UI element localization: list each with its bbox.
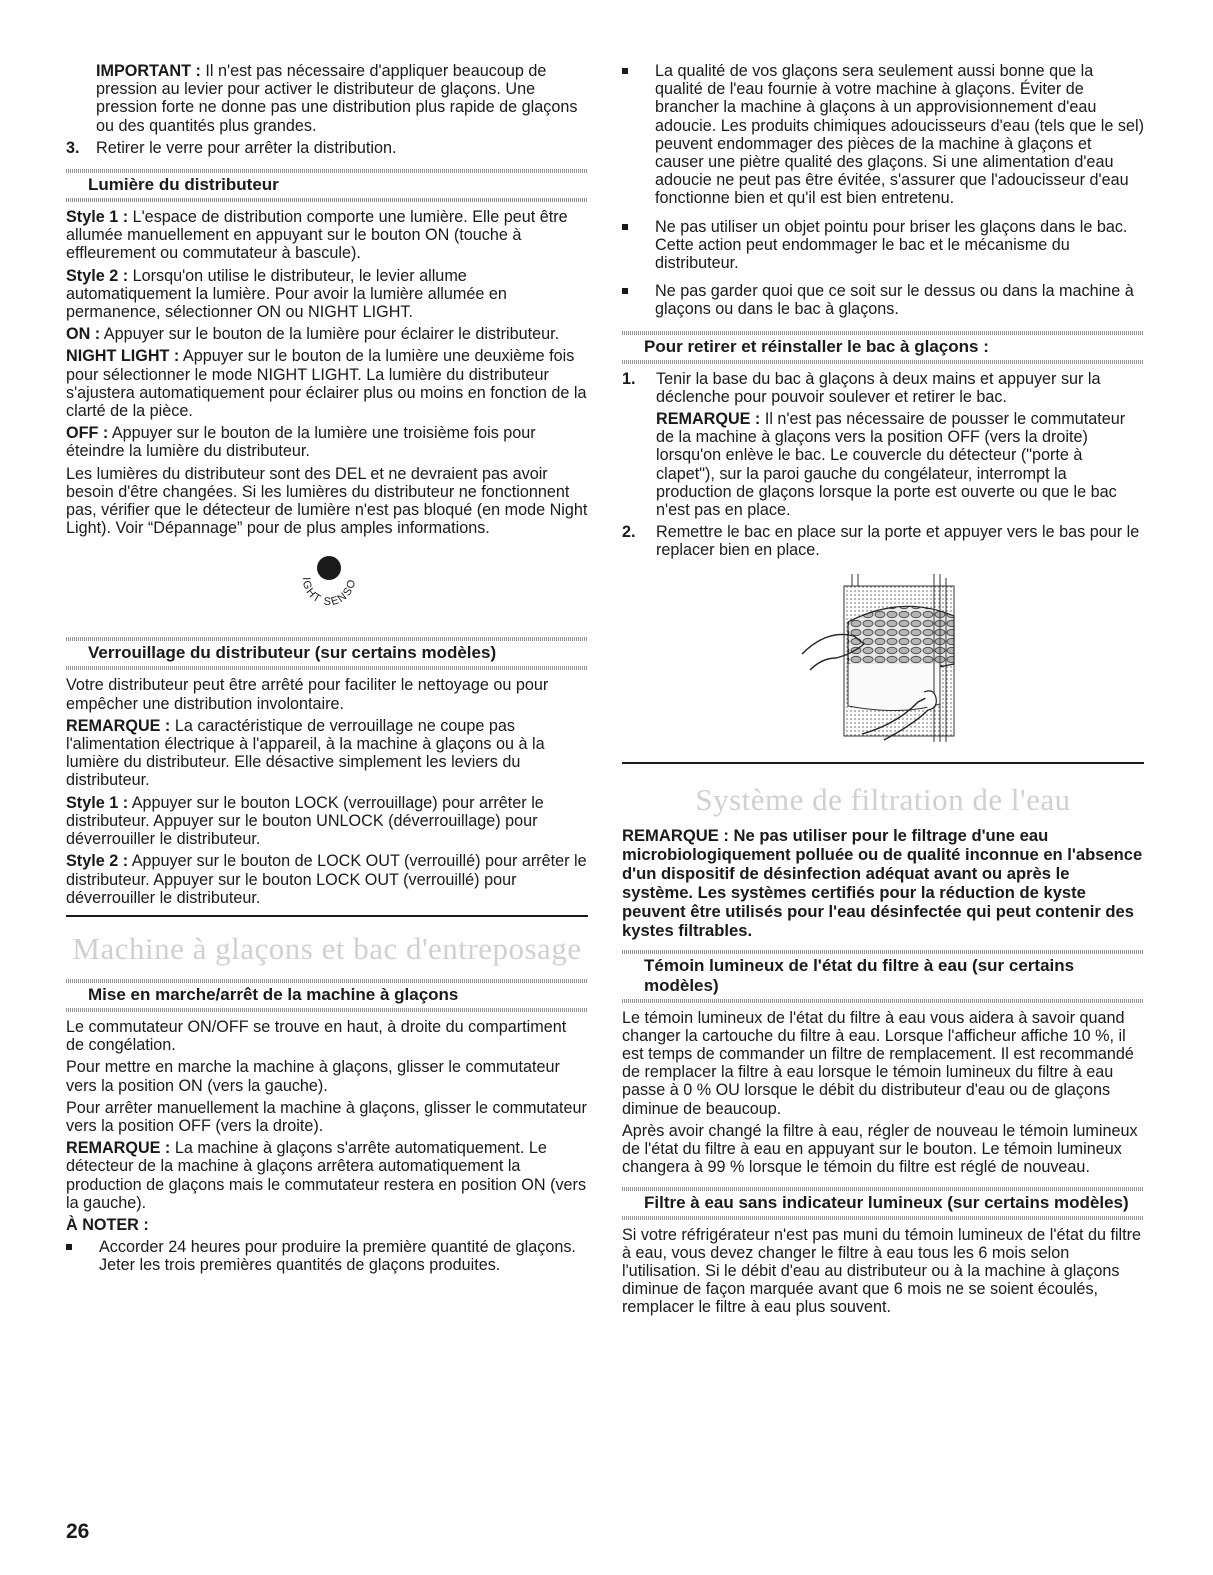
divider <box>66 979 588 983</box>
noter-label: À NOTER : <box>66 1215 149 1234</box>
lock-style-2: Style 2 : Appuyer sur le bouton de LOCK OUT (verrouillé) pour arrêter le distributeur. Appuyer sur le bouton LOCK OUT (verrouillé) pour déverrouiller le distributeur. <box>66 852 587 907</box>
list-item: La qualité de vos glaçons sera seulement aussi bonne que la qualité de l'eau fournie à votre machine à glaçons. Éviter de brancher la machine à glaçons à un approvisionnement d'eau adoucie. Les produits chimiques adoucisseurs d'eau (tels que le sel) peuvent endommager des pièces de la machine à glaçons et causer une piètre qualité des glaçons. Si une alimentation d'eau adoucie ne peut pas être évitée, s'assurer que l'adoucisseur d'eau fonctionne bien et qu'il est bien entretenu. <box>622 62 1144 208</box>
right-column <box>622 62 1144 1321</box>
divider <box>622 1187 1144 1191</box>
sensor-label: IGHT SENSO <box>299 577 359 609</box>
indicator-p1: Le témoin lumineux de l'état du filtre à eau vous aidera à savoir quand changer la cartouche du filtre à eau. Lorsque l'afficheur affiche 10 %, il est temps de commander un filtre de remplacement. Il est recommandé de remplacer la filtre à eau lorsque le témoin lumineux du filtre à eau passe à 0 % OU lorsque le débit du distributeur d'eau ou de glaçons diminue de beaucoup. <box>622 1008 1134 1118</box>
important-note: IMPORTANT : Il n'est pas nécessaire d'appliquer beaucoup de pression au levier pour activer le distributeur de glaçons. Une pression forte ne donne pas une distribution plus rapide de glaçons ou des quantités plus grandes. <box>96 62 578 135</box>
warning-text: REMARQUE : Ne pas utiliser pour le filtrage d'une eau microbiologiquement polluée ou de qualité inconnue en l'absence d'un dispositif de désinfection adéquat avant ou après le système. Les systèmes certifiés pour la réduction de kyste peuvent être utilisés pour l'eau désinfectée qui peut contenir des kystes filtrables. <box>622 825 1143 940</box>
indicator-section <box>622 944 1144 1009</box>
divider <box>66 1008 588 1012</box>
section-rule <box>66 915 588 917</box>
section-rule <box>622 762 1144 764</box>
section-heading: Filtre à eau sans indicateur lumineux (sur certains modèles) <box>644 1192 1129 1212</box>
lock-intro: Votre distributeur peut être arrêté pour faciliter le nettoyage ou pour empêcher une distribution involontaire. <box>66 676 549 713</box>
onoff-p3: Pour arrêter manuellement la machine à glaçons, glisser le commutateur vers la position OFF (vers la droite). <box>66 1098 587 1135</box>
section-title: Machine à glaçons et bac d'entreposage <box>72 930 582 966</box>
divider <box>622 360 1144 364</box>
noindicator-section <box>622 1181 1144 1226</box>
ice-bin-illustration <box>622 574 1144 742</box>
night-light-text: NIGHT LIGHT : Appuyer sur le bouton de la lumière une deuxième fois pour sélectionner le mode NIGHT LIGHT. La lumière du distributeur s'ajustera automatiquement pour éclairer plus ou moins en fonction de la clarté de la pièce. <box>66 347 587 421</box>
off-text: OFF : Appuyer sur le bouton de la lumière une troisième fois pour éteindre la lumière du distributeur. <box>66 424 536 461</box>
svg-text:LIGHT SENSOR <box>66 551 358 608</box>
style-2-text: Style 2 : Lorsqu'on utilise le distributeur, le levier allume automatiquement la lumière. Pour avoir la lumière allumée en permanence, sélectionner ON ou NIGHT LIGHT. <box>66 266 507 322</box>
divider <box>622 1216 1144 1220</box>
section-heading: Verrouillage du distributeur (sur certains modèles) <box>88 643 497 663</box>
section-heading: Mise en marche/arrêt de la machine à glaçons <box>88 984 459 1004</box>
divider <box>622 950 1144 954</box>
lock-section <box>66 631 588 676</box>
on-text: ON : Appuyer sur le bouton de la lumière pour éclairer le distributeur. <box>66 325 560 344</box>
light-sensor-figure <box>66 551 588 619</box>
bullet-icon <box>622 218 655 273</box>
divider <box>66 169 588 173</box>
bin-remarque: REMARQUE : Il n'est pas nécessaire de pousser le commutateur de la machine à glaçons vers la position OFF (vers la droite) lorsqu'on enlève le bac. Le couvercle du détecteur ("porte à clapet"), sur la paroi gauche du congélateur, interrompt la production de glaçons lorsque la porte est ouverte ou que le bac n'est pas en place. <box>656 410 1126 520</box>
noindicator-p1: Si votre réfrigérateur n'est pas muni du témoin lumineux de l'état du filtre à eau, vous devez changer le filtre à eau tous les 6 mois selon l'utilisation. Si le débit d'eau au distributeur ou à la machine à glaçons diminue de façon marquée avant que 6 mois ne se soient écoulés, remplacer le filtre à eau plus souvent. <box>622 1225 1142 1317</box>
section-heading: Témoin lumineux de l'état du filtre à eau (sur certains modèles) <box>644 955 1075 995</box>
light-section <box>66 163 588 208</box>
lock-style-1: Style 1 : Appuyer sur le bouton LOCK (verrouillage) pour arrêter le distributeur. Appuyer sur le bouton UNLOCK (déverrouillage) pour déverrouiller le distributeur. <box>66 793 544 849</box>
divider <box>66 666 588 670</box>
list-item: Accorder 24 heures pour produire la première quantité de glaçons. Jeter les trois premières quantités de glaçons produites. <box>66 1238 588 1274</box>
list-item: Ne pas utiliser un objet pointu pour briser les glaçons dans le bac. Cette action peut endommager le bac et le mécanisme du distributeur. <box>622 218 1144 273</box>
section-heading: Pour retirer et réinstaller le bac à glaçons : <box>644 336 989 356</box>
divider <box>622 331 1144 335</box>
bullet-icon <box>66 1238 99 1274</box>
divider <box>66 637 588 641</box>
bin-section <box>622 329 1144 370</box>
divider <box>622 999 1144 1003</box>
ice-bin-icon <box>622 574 1144 742</box>
step-1: 1. Tenir la base du bac à glaçons à deux mains et appuyer sur la déclenche pour pouvoir soulever et retirer le bac. <box>622 369 1101 406</box>
style-1-text: Style 1 : L'espace de distribution comporte une lumière. Elle peut être allumée manuellement en appuyant sur le bouton ON (touche à effleurement ou commutateur à bascule). <box>66 208 568 263</box>
bullet-icon <box>622 282 655 318</box>
onoff-section <box>66 979 588 1018</box>
list-item: Ne pas garder quoi que ce soit sur le dessus ou dans la machine à glaçons ou dans le bac à glaçons. <box>622 282 1144 318</box>
onoff-remarque: REMARQUE : La machine à glaçons s'arrête automatiquement. Le détecteur de la machine à glaçons arrêtera automatiquement la production de glaçons mais le commutateur restera en position ON (vers la gauche). <box>66 1139 587 1212</box>
lock-remarque: REMARQUE : La caractéristique de verrouillage ne coupe pas l'alimentation électrique à l'appareil, à la machine à glaçons ou à la lumière du distributeur. Elle désactive simplement les leviers du distributeur. <box>66 716 545 790</box>
step-3: 3. Retirer le verre pour arrêter la distribution. <box>66 138 397 157</box>
page-number: 26 <box>66 1520 90 1543</box>
onoff-p1: Le commutateur ON/OFF se trouve en haut, à droite du compartiment de congélation. <box>66 1017 567 1055</box>
bullet-icon <box>622 62 655 208</box>
light-sensor-icon <box>66 551 588 619</box>
section-title: Système de filtration de l'eau <box>695 781 1071 817</box>
step-2: 2. Remettre le bac en place sur la porte et appuyer vers le bas pour le replacer bien en place. <box>622 523 1140 560</box>
leds-text: Les lumières du distributeur sont des DEL et ne devraient pas avoir besoin d'être changées. Si les lumières du distributeur ne fonctionnent pas, vérifier que le détecteur de lumière n'est pas bloqué (en mode Night Light). Voir “Dépannage” pour de plus amples informations. <box>66 464 588 538</box>
left-column <box>66 62 588 1285</box>
section-heading: Lumière du distributeur <box>88 175 279 195</box>
divider <box>66 198 588 202</box>
indicator-p2: Après avoir changé la filtre à eau, régler de nouveau le témoin lumineux de l'état du filtre à eau en appuyant sur le bouton. Le témoin lumineux changera à 99 % lorsque le témoin du filtre est réglé de nouveau. <box>622 1121 1138 1177</box>
onoff-p2: Pour mettre en marche la machine à glaçons, glisser le commutateur vers la position ON (vers la gauche). <box>66 1058 560 1095</box>
